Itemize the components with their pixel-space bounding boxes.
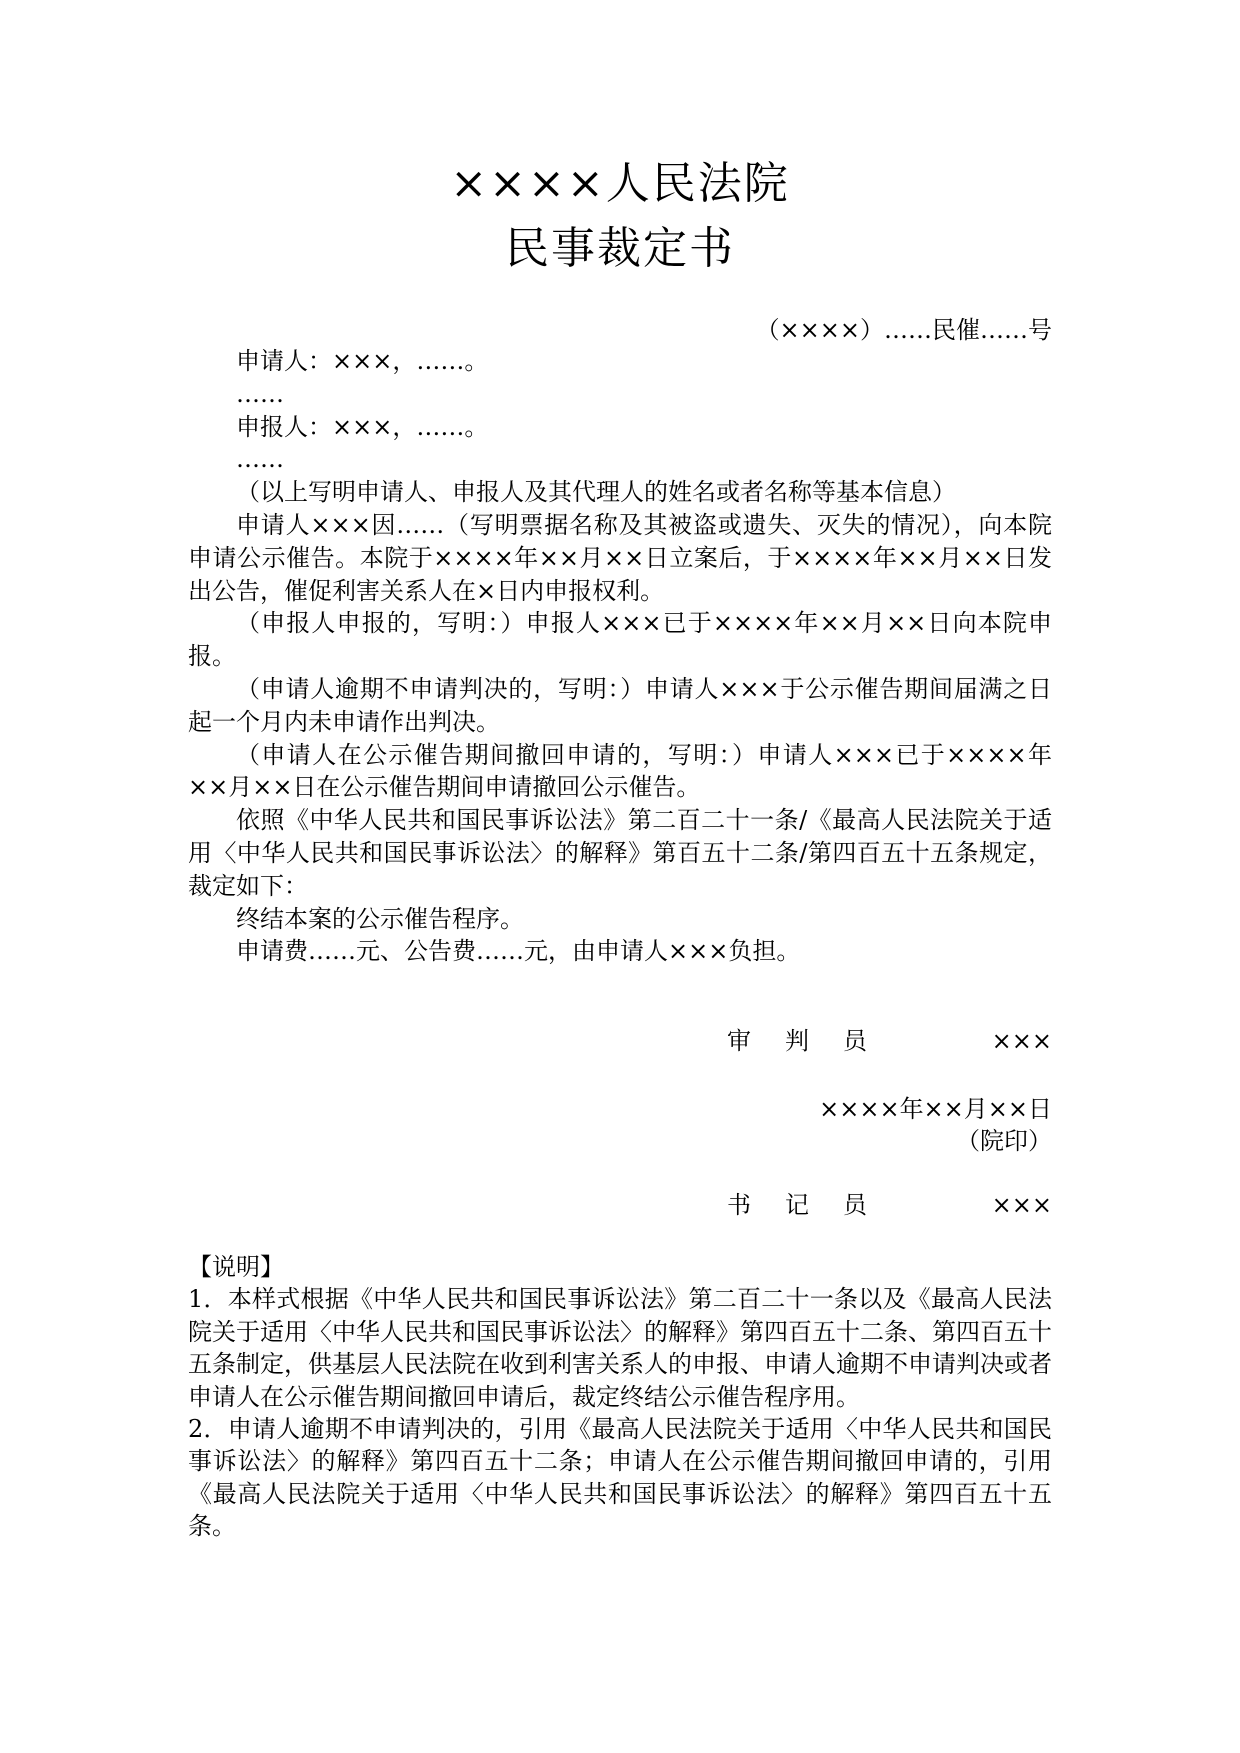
clerk-name: ××× [991,1191,1052,1219]
declaration-paragraph: （申报人申报的，写明：）申报人×××已于××××年××月××日向本院申报。 [188,609,1052,671]
ellipsis-line: …… [236,445,284,474]
note-item: 1．本样式根据《中华人民共和国民事诉讼法》第二百二十一条以及《最高人民法院关于适用〈中华人民共和国民事诉讼法〉的解释》第四百五十二条、第四百五十五条制定，供基层人民法院在收到利害关系人的申报、申请人逾期不申请判决或者申请人在公示催告期间撤回申请后，裁定终结公示催告程序用。 [188,1285,1052,1411]
document-type-title: 民事裁定书 [505,223,735,274]
judge-name: ××× [991,1027,1052,1055]
ruling-date: ××××年××月××日 [819,1095,1052,1123]
notes-section [188,1251,1052,1543]
ellipsis-line: …… [236,379,284,408]
withdrawal-paragraph: （申请人在公示催告期间撤回申请的，写明：）申请人×××已于××××年××月××日在公示催告期间申请撤回公示催告。 [188,740,1052,802]
notes-heading: 【说明】 [188,1253,284,1281]
clerk-label: 书记员 [727,1191,901,1219]
declarant-line: 申报人：×××，……。 [236,412,489,441]
fee-paragraph: 申请费……元、公告费……元，由申请人×××负担。 [236,937,801,966]
case-facts-paragraph: 申请人×××因……（写明票据名称及其被盗或遗失、灭失的情况），向本院申请公示催告。本院于××××年××月××日立案后，于××××年××月××日发出公告，催促利害关系人在×日内申报权利。 [188,510,1052,605]
court-name-title: ××××人民法院 [450,158,790,209]
party-info-note: （以上写明申请人、申报人及其代理人的姓名或者名称等基本信息） [236,478,956,507]
note-item: 2．申请人逾期不申请判决的，引用《最高人民法院关于适用〈中华人民共和国民事诉讼法〉的解释》第四百五十二条；申请人在公示催告期间撤回申请的，引用《最高人民法院关于适用〈中华人民共和国民事诉讼法〉的解释》第四百五十五条。 [188,1415,1052,1541]
case-number: （××××）……民催……号 [755,316,1052,344]
applicant-line: 申请人：×××，……。 [236,347,489,375]
court-seal: （院印） [956,1127,1052,1155]
legal-basis-paragraph: 依照《中华人民共和国民事诉讼法》第二百二十一条/《最高人民法院关于适用〈中华人民共和国民事诉讼法〉的解释》第百五十二条/第四百五十五条规定，裁定如下： [188,806,1052,900]
ruling-paragraph: 终结本案的公示催告程序。 [236,904,524,933]
ruling-body [188,345,1052,968]
judge-label: 审判员 [727,1027,901,1055]
overdue-paragraph: （申请人逾期不申请判决的，写明：）申请人×××于公示催告期间届满之日起一个月内未申请作出判决。 [188,674,1052,736]
